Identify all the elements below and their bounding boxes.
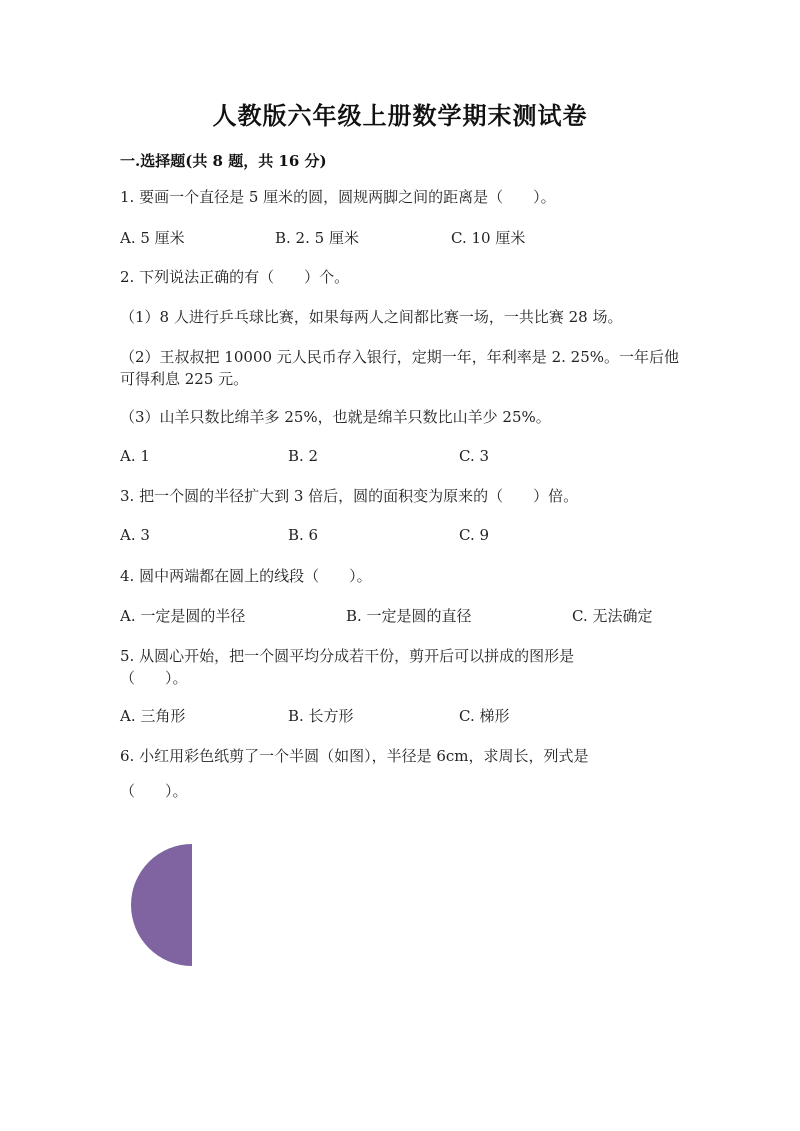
question-2-option-c: C. 3 — [459, 447, 490, 465]
semicircle-shape — [131, 844, 192, 966]
question-4-option-c: C. 无法确定 — [572, 607, 653, 625]
question-2-stem: 2. 下列说法正确的有（ ）个。 — [120, 268, 350, 286]
question-2-statement-2: （2）王叔叔把 10000 元人民币存入银行，定期一年，年利率是 2. 25%。一年后他可得利息 225 元。 — [120, 348, 679, 388]
question-4-stem: 4. 圆中两端都在圆上的线段（ ）。 — [120, 567, 372, 585]
question-3-option-b: B. 6 — [288, 526, 319, 544]
question-1-stem: 1. 要画一个直径是 5 厘米的圆，圆规两脚之间的距离是（ ）。 — [120, 188, 556, 206]
question-4-option-b: B. 一定是圆的直径 — [346, 607, 472, 625]
question-2-statement-3: （3）山羊只数比绵羊多 25%，也就是绵羊只数比山羊少 25%。 — [120, 408, 551, 426]
question-2-option-b: B. 2 — [288, 447, 319, 465]
question-5-option-b: B. 长方形 — [288, 707, 354, 725]
question-5-stem: 5. 从圆心开始，把一个圆平均分成若干份，剪开后可以拼成的图形是（ ）。 — [120, 647, 575, 687]
question-3-stem: 3. 把一个圆的半径扩大到 3 倍后，圆的面积变为原来的（ ）倍。 — [120, 487, 579, 505]
question-2-option-a: A. 1 — [120, 447, 150, 465]
question-4-option-a: A. 一定是圆的半径 — [120, 607, 246, 625]
section-heading: 一.选择题(共 8 题，共 16 分) — [120, 152, 327, 170]
question-1-option-c: C. 10 厘米 — [451, 229, 526, 247]
page-title: 人教版六年级上册数学期末测试卷 — [212, 101, 588, 130]
question-5-option-a: A. 三角形 — [120, 707, 186, 725]
question-6-stem: 6. 小红用彩色纸剪了一个半圆（如图），半径是 6cm，求周长，列式是 — [120, 747, 589, 765]
question-1-option-b: B. 2. 5 厘米 — [275, 229, 359, 247]
semicircle-figure — [128, 842, 194, 968]
question-3-option-a: A. 3 — [120, 526, 150, 544]
question-6-stem-continuation: （ ）。 — [120, 782, 188, 800]
question-2-statement-1: （1）8 人进行乒乓球比赛，如果每两人之间都比赛一场，一共比赛 28 场。 — [120, 308, 623, 326]
question-5-option-c: C. 梯形 — [459, 707, 510, 725]
question-1-option-a: A. 5 厘米 — [120, 229, 185, 247]
question-3-option-c: C. 9 — [459, 526, 490, 544]
